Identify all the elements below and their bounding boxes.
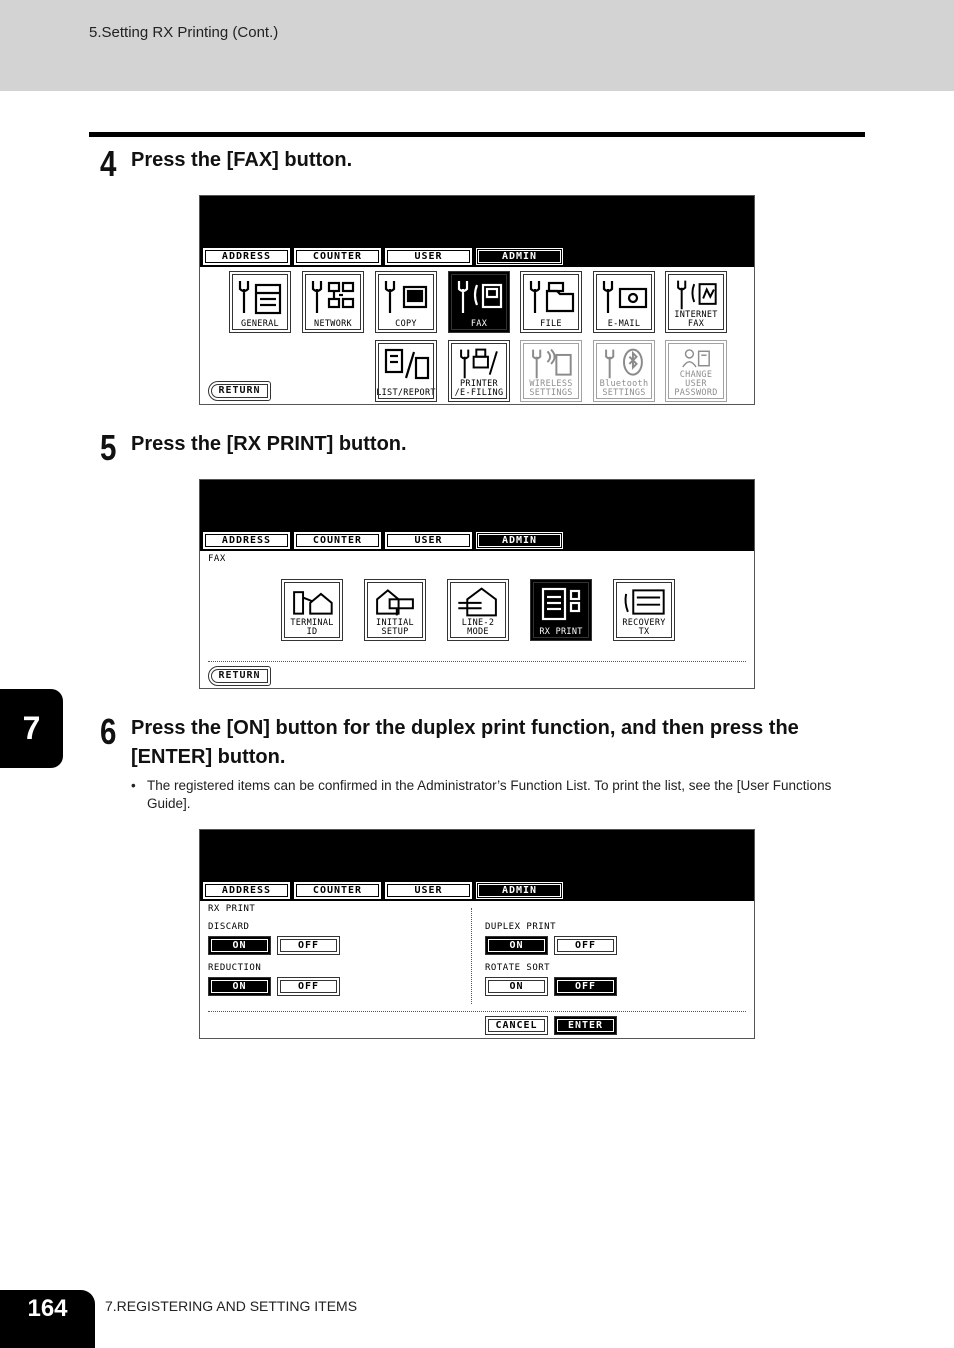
screen-fax-menu (199, 479, 755, 689)
divider (208, 1011, 746, 1012)
line2-mode-icon (452, 585, 504, 619)
recovery-tx-button[interactable] (613, 579, 675, 641)
tab-user[interactable]: USER (385, 248, 472, 265)
return-button[interactable]: RETURN (208, 666, 271, 686)
bullet-symbol: • (131, 778, 136, 793)
file-label: FILE (540, 319, 562, 329)
rotate-sort-on-button[interactable]: ON (485, 977, 548, 996)
terminal-id-button[interactable] (281, 579, 343, 641)
tab-counter[interactable]: COUNTER (294, 882, 381, 899)
email-button[interactable] (593, 271, 655, 333)
cancel-button[interactable]: CANCEL (485, 1016, 548, 1035)
section-label: RX PRINT (208, 904, 256, 914)
wrench-internet-fax-icon (670, 277, 722, 311)
duplex-print-on-button[interactable]: ON (485, 936, 548, 955)
wrench-printer-icon (453, 346, 505, 380)
screen-admin-menu (199, 195, 755, 405)
reduction-off-button[interactable]: OFF (277, 977, 340, 996)
wrench-copier-icon (234, 277, 286, 315)
rx-print-label: RX PRINT (539, 627, 583, 637)
wrench-wireless-icon (525, 346, 577, 380)
discard-on-button[interactable]: ON (208, 936, 271, 955)
bullet-text: The registered items can be confirmed in the Administrator’s Function List. To print the list, see the [User Functions Guide]. (147, 778, 832, 811)
bluetooth-settings-button (593, 340, 655, 402)
terminal-id-icon (286, 585, 338, 619)
section-rule (89, 132, 865, 137)
reduction-label: REDUCTION (208, 963, 262, 973)
chapter-tab: 7 (0, 689, 63, 768)
fax-button[interactable] (448, 271, 510, 333)
network-label: NETWORK (314, 319, 352, 329)
step-number-5: 5 (100, 427, 117, 468)
printer-efiling-label: PRINTER /E-FILING (454, 379, 504, 398)
initial-setup-icon (369, 585, 421, 619)
screen-tabs (203, 882, 563, 899)
printer-efiling-button[interactable] (448, 340, 510, 402)
bluetooth-settings-label: Bluetooth SETTINGS (599, 379, 649, 398)
change-user-password-label: CHANGE USER PASSWORD (674, 370, 718, 398)
fax-label: FAX (470, 319, 488, 329)
recovery-tx-label: RECOVERY TX (622, 618, 666, 637)
tab-user[interactable]: USER (385, 882, 472, 899)
tab-user[interactable]: USER (385, 532, 472, 549)
step-text-4: Press the [FAX] button. (131, 149, 353, 171)
wireless-settings-button (520, 340, 582, 402)
file-button[interactable] (520, 271, 582, 333)
initial-setup-button[interactable] (364, 579, 426, 641)
wrench-email-icon (598, 277, 650, 315)
wrench-bluetooth-icon (598, 346, 650, 380)
enter-button[interactable]: ENTER (554, 1016, 617, 1035)
note-bullet (131, 777, 866, 813)
wrench-copy-icon (380, 277, 432, 315)
step-text-6: Press the [ON] button for the duplex print function, and then press the [ENTER] button. (131, 717, 799, 768)
wireless-settings-label: WIRELESS SETTINGS (529, 379, 573, 398)
reduction-on-button[interactable]: ON (208, 977, 271, 996)
wrench-file-icon (525, 277, 577, 315)
discard-off-button[interactable]: OFF (277, 936, 340, 955)
tab-address[interactable]: ADDRESS (203, 882, 290, 899)
wrench-fax-icon (453, 277, 505, 315)
step-text-5: Press the [RX PRINT] button. (131, 433, 407, 455)
tab-address[interactable]: ADDRESS (203, 248, 290, 265)
page-header-title: 5.Setting RX Printing (Cont.) (89, 24, 279, 41)
discard-label: DISCARD (208, 922, 250, 932)
terminal-id-label: TERMINAL ID (290, 618, 334, 637)
copy-button[interactable] (375, 271, 437, 333)
header-band (0, 0, 954, 91)
rx-print-icon (535, 585, 587, 623)
internet-fax-button[interactable] (665, 271, 727, 333)
general-label: GENERAL (241, 319, 279, 329)
tab-counter[interactable]: COUNTER (294, 532, 381, 549)
page-number: 164 (0, 1290, 95, 1348)
divider (208, 661, 746, 662)
list-report-label: LIST/REPORT (376, 388, 436, 398)
rotate-sort-label: ROTATE SORT (485, 963, 551, 973)
duplex-print-off-button[interactable]: OFF (554, 936, 617, 955)
return-button[interactable]: RETURN (208, 381, 271, 401)
tab-address[interactable]: ADDRESS (203, 532, 290, 549)
wrench-network-icon (307, 277, 359, 315)
footer-section-title: 7.REGISTERING AND SETTING ITEMS (105, 1298, 358, 1314)
tab-admin[interactable]: ADMIN (476, 532, 563, 549)
duplex-print-label: DUPLEX PRINT (485, 922, 557, 932)
rotate-sort-off-button[interactable]: OFF (554, 977, 617, 996)
tab-counter[interactable]: COUNTER (294, 248, 381, 265)
column-divider (471, 908, 472, 1004)
line2-mode-label: LINE-2 MODE (461, 618, 495, 637)
screen-tabs (203, 248, 563, 265)
line2-mode-button[interactable] (447, 579, 509, 641)
step-number-6: 6 (100, 711, 117, 752)
copy-label: COPY (395, 319, 417, 329)
network-button[interactable] (302, 271, 364, 333)
initial-setup-label: INITIAL SETUP (376, 618, 414, 637)
screen-tabs (203, 532, 563, 549)
change-user-password-button (665, 340, 727, 402)
list-report-icon (380, 346, 432, 384)
step-number-4: 4 (100, 143, 117, 184)
screen-rx-print-settings (199, 829, 755, 1039)
tab-admin[interactable]: ADMIN (476, 248, 563, 265)
section-label: FAX (208, 554, 226, 564)
user-password-icon (670, 346, 722, 371)
internet-fax-label: INTERNET FAX (674, 310, 718, 329)
tab-admin[interactable]: ADMIN (476, 882, 563, 899)
email-label: E-MAIL (607, 319, 641, 329)
general-button[interactable] (229, 271, 291, 333)
rx-print-button[interactable] (530, 579, 592, 641)
list-report-button[interactable] (375, 340, 437, 402)
recovery-tx-icon (618, 585, 670, 619)
